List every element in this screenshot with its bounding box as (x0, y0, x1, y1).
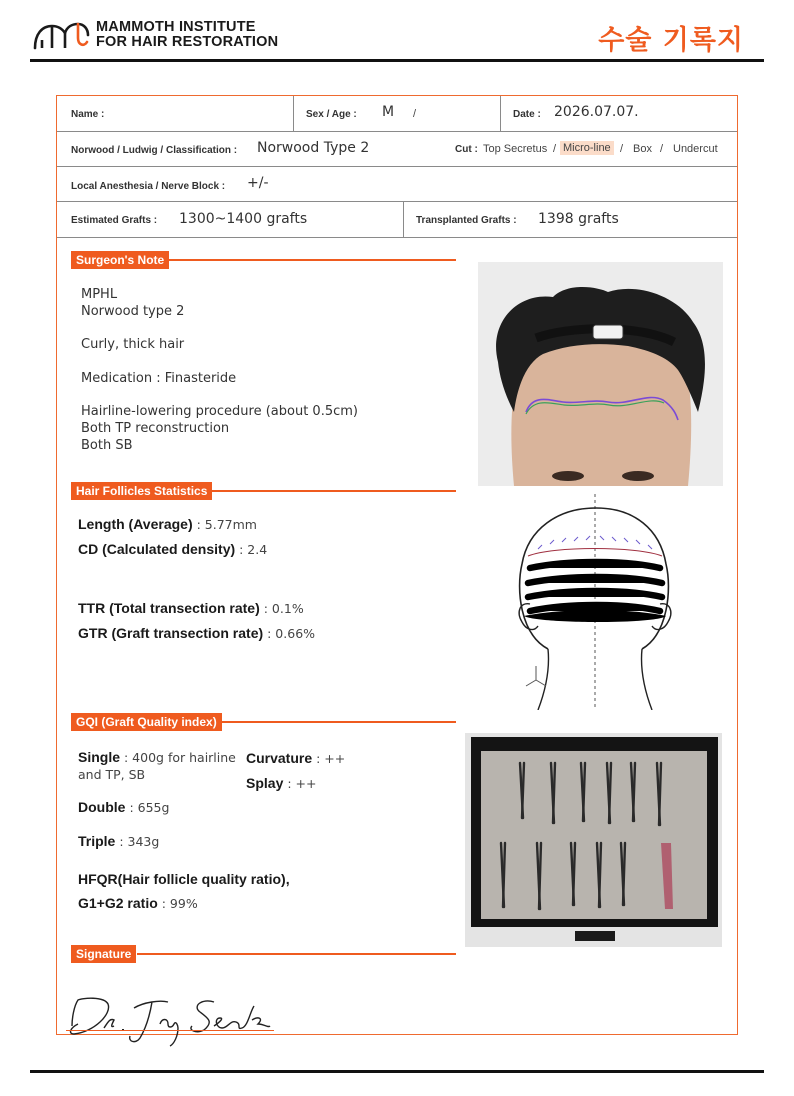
section-rule (221, 721, 456, 723)
document-title: 수술 기록지 (598, 25, 744, 56)
patient-head-illustration (478, 262, 723, 486)
cut-separator: / (553, 143, 557, 155)
cut-label: Cut : (455, 144, 478, 155)
g1g2-stat (78, 895, 198, 911)
anesthesia-row (57, 167, 737, 202)
double-stat (78, 799, 169, 815)
ttr-stat (78, 600, 304, 616)
cut-separator: / (620, 143, 624, 155)
follicle-stats-title: Hair Follicles Statistics (71, 482, 212, 500)
date-value[interactable]: 2026.07.07. (554, 104, 639, 120)
splay-stat (246, 775, 316, 791)
cut-option-micro-line-selected[interactable]: Micro-line (560, 141, 614, 155)
classification-label: Norwood / Ludwig / Classification : (71, 145, 238, 156)
column-divider (403, 202, 404, 237)
single-value: : 400g for hairline (124, 750, 236, 765)
splay-value: : ++ (287, 776, 317, 791)
classification-value[interactable]: Norwood Type 2 (257, 140, 370, 156)
cd-value: : 2.4 (239, 542, 268, 557)
anesthesia-label: Local Anesthesia / Nerve Block : (71, 181, 226, 192)
cut-separator: / (660, 143, 664, 155)
cut-option-box[interactable]: Box (633, 143, 652, 155)
column-divider (293, 96, 294, 131)
handwritten-signature (64, 988, 274, 1048)
curvature-label: Curvature (246, 750, 313, 766)
gtr-stat (78, 625, 315, 641)
note-line: Both SB (81, 438, 133, 453)
donor-area-diagram (508, 494, 688, 710)
follicle-stats-section-header (71, 482, 456, 500)
ttr-label: TTR (Total transection rate) (78, 600, 260, 616)
institute-line2: FOR HAIR RESTORATION (96, 34, 279, 50)
cut-option-undercut[interactable]: Undercut (673, 143, 718, 155)
surgeons-note-section-header (71, 251, 456, 269)
estimated-grafts-label: Estimated Grafts : (71, 215, 158, 226)
section-rule (167, 259, 456, 261)
hfqr-stat (78, 871, 290, 887)
graft-microscope-photo (465, 733, 722, 947)
section-rule (209, 490, 456, 492)
sex-value[interactable]: M (382, 104, 395, 120)
triple-value: : 343g (119, 834, 160, 849)
double-value: : 655g (129, 800, 170, 815)
mammoth-logo-icon (32, 18, 90, 52)
length-label: Length (Average) (78, 516, 193, 532)
g1g2-value: : 99% (161, 896, 198, 911)
triple-label: Triple (78, 833, 116, 849)
gtr-label: GTR (Graft transection rate) (78, 625, 264, 641)
estimated-grafts-value[interactable]: 1300~1400 grafts (179, 211, 308, 227)
note-line: Medication : Finasteride (81, 371, 237, 386)
section-rule (137, 953, 456, 955)
triple-stat (78, 833, 159, 849)
signature-section-header (71, 945, 456, 963)
gqi-section-header (71, 713, 456, 731)
transplanted-grafts-value[interactable]: 1398 grafts (538, 211, 619, 227)
note-line: Hairline-lowering procedure (about 0.5cm) (81, 404, 358, 419)
graft-monitor-illustration (465, 733, 722, 947)
length-value: : 5.77mm (196, 517, 257, 532)
note-line: Both TP reconstruction (81, 421, 230, 436)
age-separator: / (413, 108, 417, 120)
note-line: MPHL (81, 287, 118, 302)
patient-hairline-photo (478, 262, 723, 486)
double-label: Double (78, 799, 126, 815)
anesthesia-value[interactable]: +/- (247, 175, 269, 191)
length-stat (78, 516, 257, 532)
grafts-row (57, 202, 737, 238)
transplanted-grafts-label: Transplanted Grafts : (416, 215, 517, 226)
signature-title: Signature (71, 945, 136, 963)
column-divider (500, 96, 501, 131)
sex-age-label: Sex / Age : (306, 109, 357, 120)
footer-divider (30, 1070, 764, 1073)
note-line: Norwood type 2 (81, 304, 185, 319)
single-label: Single (78, 749, 121, 765)
header-divider (30, 59, 764, 62)
classification-row (57, 132, 737, 167)
cut-option-top-secretus[interactable]: Top Secretus (483, 143, 548, 155)
single-stat (78, 749, 236, 765)
curvature-stat (246, 750, 345, 766)
single-value-continued: and TP, SB (78, 767, 146, 782)
cd-label: CD (Calculated density) (78, 541, 236, 557)
date-label: Date : (513, 109, 541, 120)
ttr-value: : 0.1% (263, 601, 304, 616)
hfqr-label: HFQR(Hair follicle quality ratio), (78, 871, 290, 887)
surgeons-note-title: Surgeon's Note (71, 251, 169, 269)
note-line: Curly, thick hair (81, 337, 185, 352)
gqi-title: GQI (Graft Quality index) (71, 713, 222, 731)
institute-line1: MAMMOTH INSTITUTE (96, 19, 256, 35)
splay-label: Splay (246, 775, 284, 791)
page-header (30, 16, 764, 62)
gtr-value: : 0.66% (267, 626, 316, 641)
name-label: Name : (71, 109, 105, 120)
signature-line (66, 1030, 274, 1031)
cd-stat (78, 541, 267, 557)
patient-info-row (57, 96, 737, 132)
curvature-value: : ++ (316, 751, 346, 766)
g1g2-label: G1+G2 ratio (78, 895, 158, 911)
institute-name (96, 20, 278, 50)
